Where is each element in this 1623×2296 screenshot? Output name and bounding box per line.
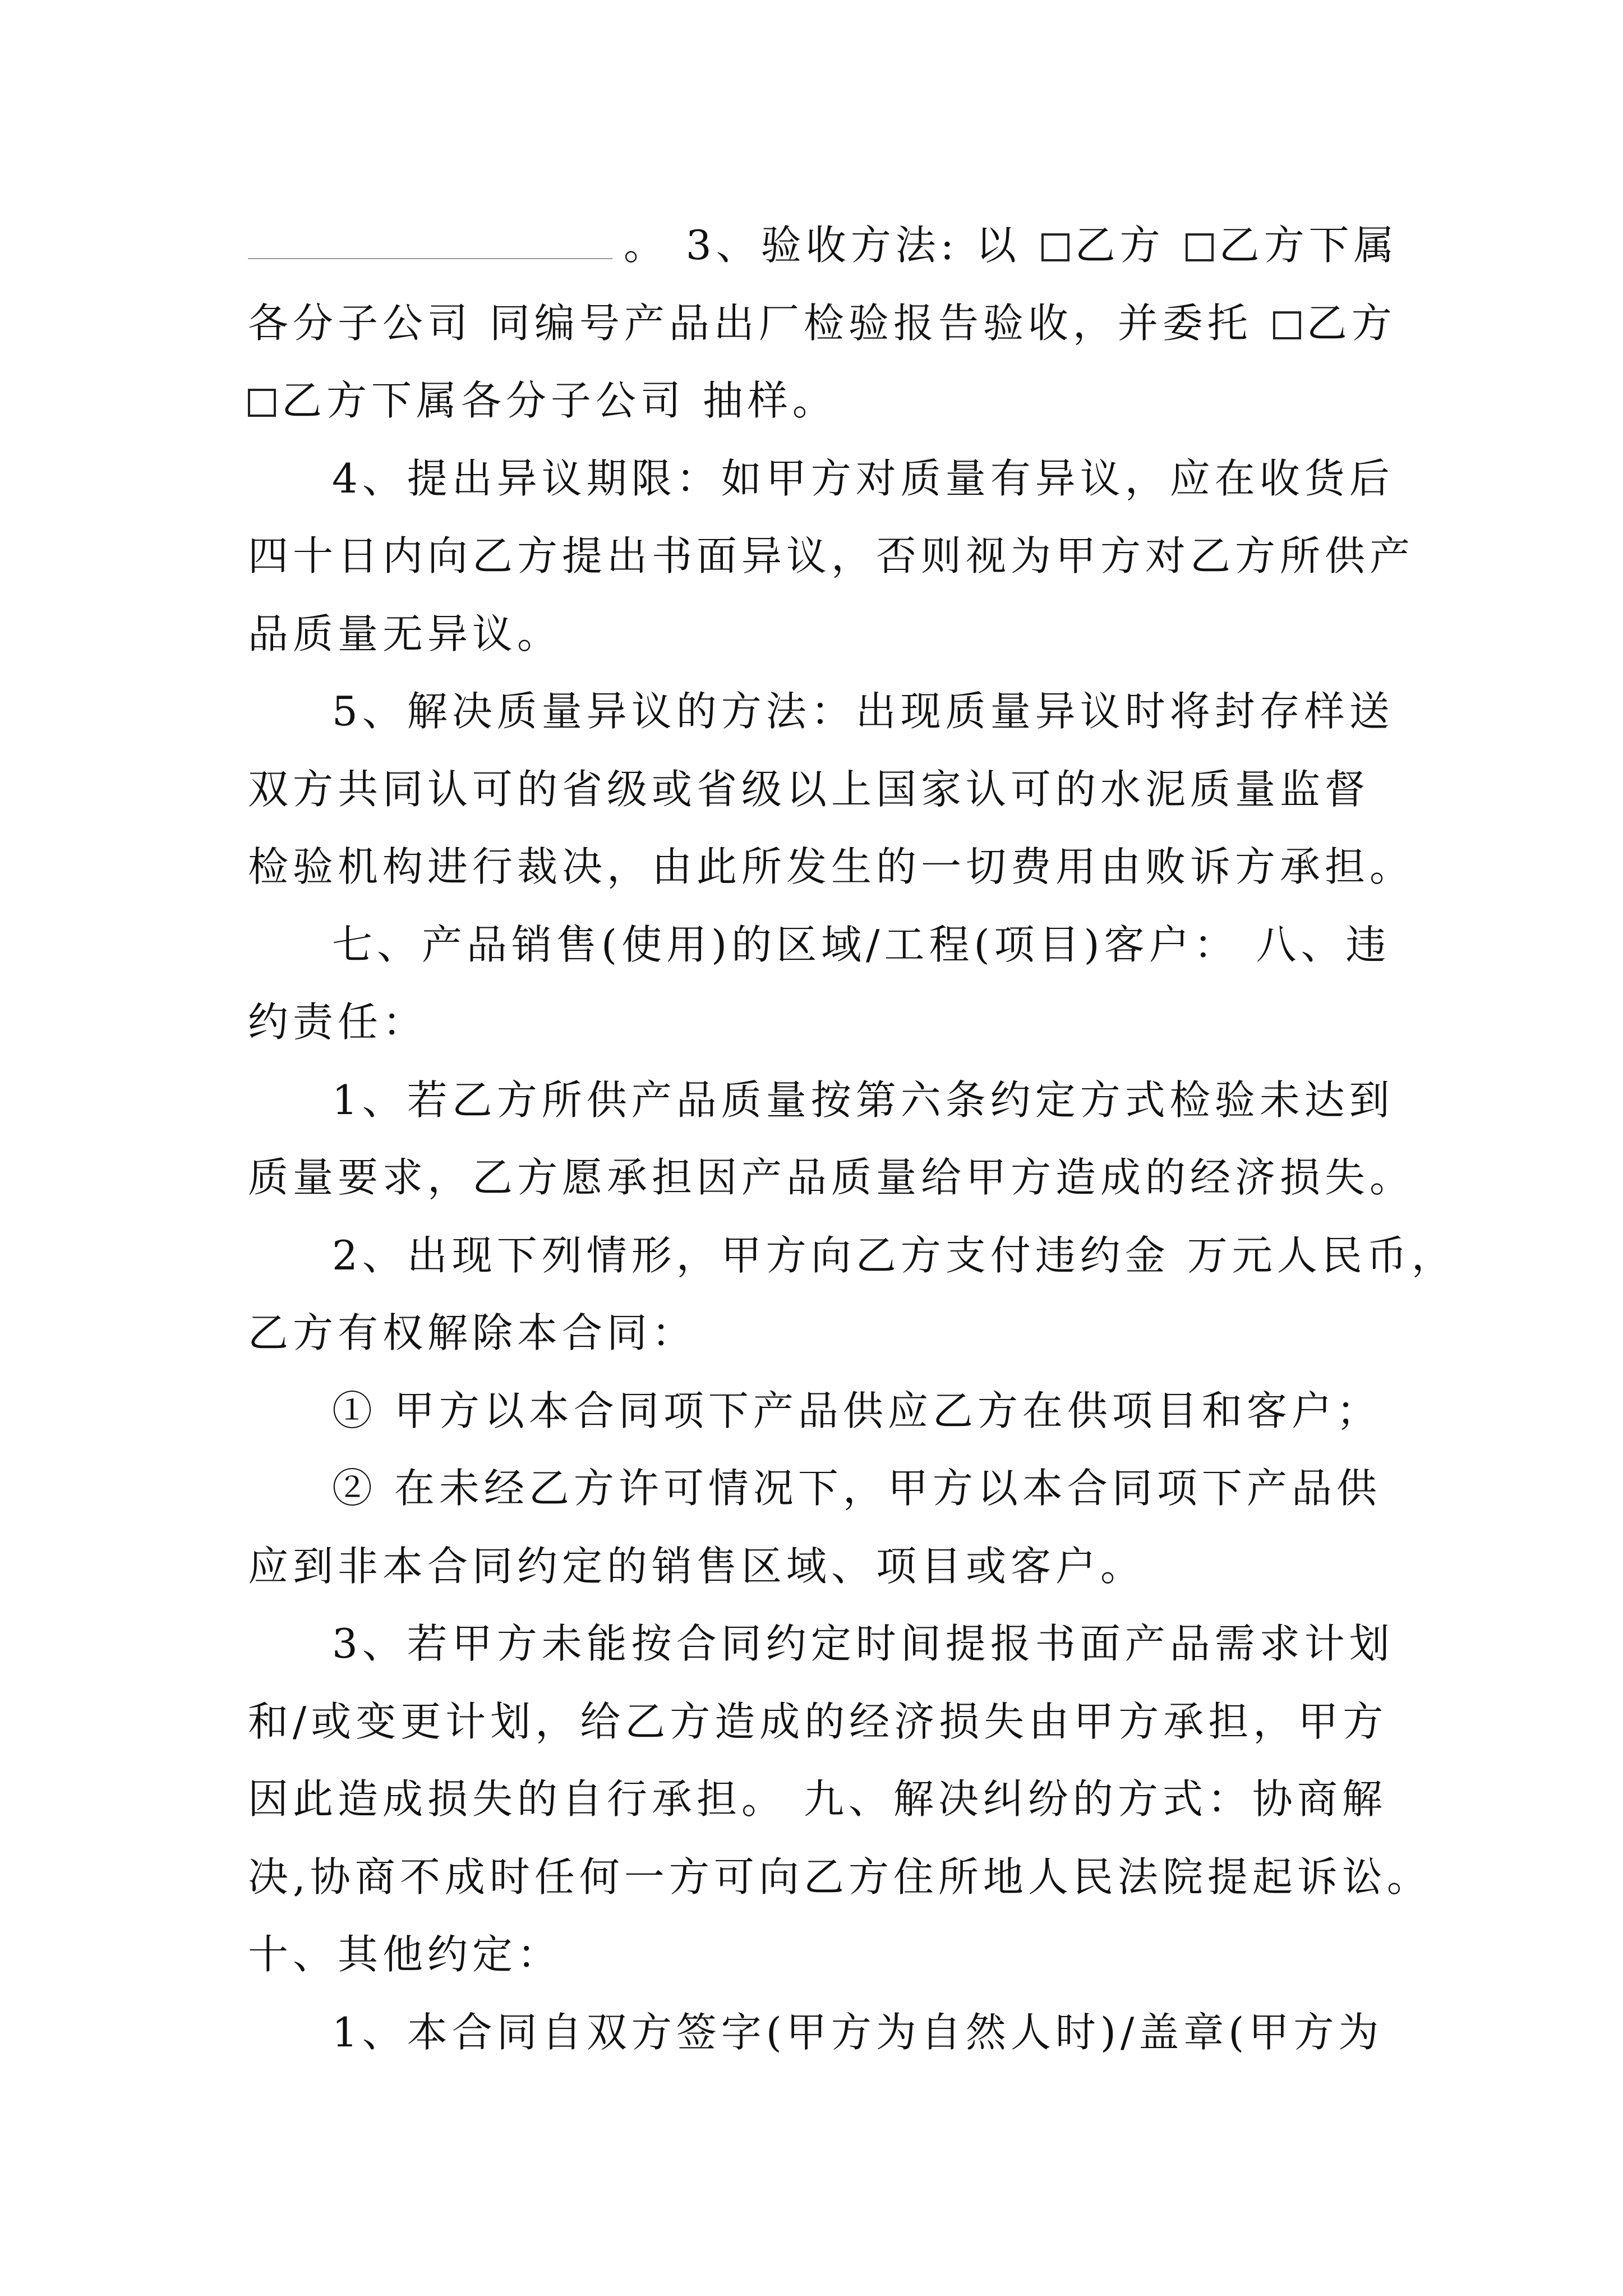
paragraph-line: 品质量无异议。: [248, 610, 562, 657]
paragraph-line: ② 在未经乙方许可情况下，甲方以本合同项下产品供: [332, 1465, 1381, 1512]
paragraph-line: 约责任：: [248, 999, 428, 1046]
text-run: 抽样。: [702, 377, 837, 424]
paragraph-line: 1、若乙方所供产品质量按第六条约定方式检验未达到: [332, 1076, 1394, 1124]
paragraph-line: 十、其他约定：: [248, 1931, 562, 1978]
checkbox-icon[interactable]: [1186, 233, 1214, 261]
paragraph-line: 四十日内向乙方提出书面异议，否则视为甲方对乙方所供产: [248, 532, 1415, 579]
checkbox-icon[interactable]: [1273, 311, 1301, 339]
option-label: 乙方: [1306, 299, 1396, 347]
paragraph-line: 乙方有权解除本合同：: [248, 1309, 697, 1356]
paragraph-line: 5、解决质量异议的方法：出现质量异议时将封存样送: [332, 688, 1394, 735]
paragraph-line: 2、出现下列情形，甲方向乙方支付违约金 万元人民币，: [332, 1231, 1456, 1279]
paragraph-line: 因此造成损失的自行承担。 九、解决纠纷的方式：协商解: [248, 1775, 1387, 1823]
option-label: 乙方: [1075, 222, 1165, 269]
paragraph-line: 质量要求，乙方愿承担因产品质量给甲方造成的经济损失。: [248, 1154, 1415, 1201]
paragraph-line: 3、若甲方未能按合同约定时间提报书面产品需求计划: [332, 1620, 1394, 1667]
checkbox-icon[interactable]: [248, 389, 276, 417]
checkbox-icon[interactable]: [1041, 233, 1069, 261]
paragraph-line: ① 甲方以本合同项下产品供应乙方在供项目和客户；: [332, 1387, 1381, 1434]
fill-in-blank[interactable]: [248, 257, 612, 259]
paragraph-line: 双方共同认可的省级或省级以上国家认可的水泥质量监督: [248, 765, 1370, 813]
paragraph-line: 检验机构进行裁决，由此所发生的一切费用由败诉方承担。: [248, 843, 1415, 890]
option-label: 乙方下属: [1219, 222, 1399, 269]
paragraph-line: 应到非本合同约定的销售区域、项目或客户。: [248, 1542, 1146, 1590]
paragraph-line: 和/或变更计划，给乙方造成的经济损失由甲方承担，甲方: [248, 1697, 1388, 1745]
paragraph-line: [248, 284, 1396, 362]
option-label: 乙方下属各分子公司: [282, 377, 686, 424]
acceptance-method-heading: 。 3、验收方法: 以: [624, 222, 1021, 269]
paragraph-line: 4、提出异议期限：如甲方对质量有异议，应在收货后: [332, 454, 1394, 502]
contract-text: [248, 206, 1456, 2071]
paragraph-line: [248, 206, 1399, 284]
paragraph-line: [248, 362, 1392, 440]
paragraph-line: 1、本合同自双方签字(甲方为自然人时)/盖章(甲方为: [332, 2008, 1384, 2056]
text-run: 各分子公司 同编号产品出厂检验报告验收，并委托: [248, 299, 1252, 347]
paragraph-line: 七、产品销售(使用)的区域/工程(项目)客户： 八、违: [332, 921, 1391, 968]
paragraph-line: 决,协商不成时任何一方可向乙方住所地人民法院提起诉讼。: [248, 1853, 1432, 1901]
